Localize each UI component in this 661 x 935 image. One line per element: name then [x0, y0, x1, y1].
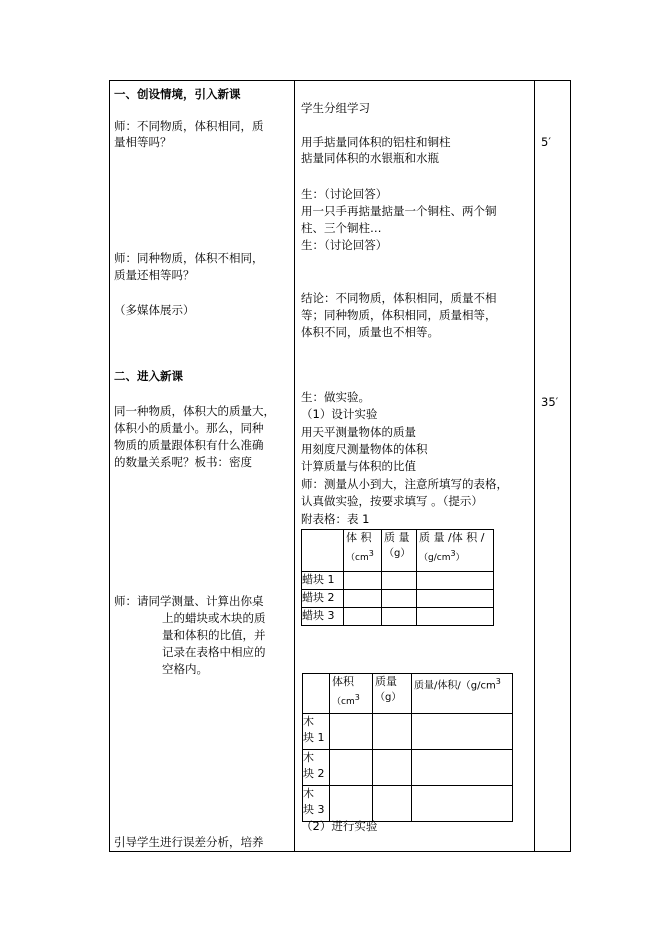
- conclusion-line-1: 结论：不同物质，体积相同，质量不相: [301, 291, 497, 305]
- table-border-top: [109, 80, 571, 81]
- table1-cell-empty: [344, 572, 382, 590]
- table1-header-ratio: [417, 530, 494, 572]
- table2-header-ratio: [412, 674, 513, 714]
- middle-line-5: 用一只手再掂量掂量一个铜柱、两个铜: [301, 204, 497, 218]
- table2-cell-empty: [412, 786, 513, 822]
- table2-row-label: [303, 750, 330, 786]
- experiment-line-7: 认真做实验，按要求填写 。（提示）: [301, 494, 483, 508]
- table1-cell-empty: [344, 608, 382, 626]
- table-row: [302, 590, 494, 608]
- question-1-line-1: 师：不同物质，体积相同，质: [114, 119, 264, 133]
- table2-cell-empty: [373, 714, 412, 750]
- table1-cell-empty: [417, 608, 494, 626]
- experiment-line-5: 计算质量与体积的比值: [301, 459, 416, 473]
- table1-header-volume-unit: [346, 546, 379, 566]
- table1-cell-empty: [382, 572, 417, 590]
- table2-row-label-b: 块 1: [303, 731, 325, 744]
- table1-header-volume-text: 体 积: [346, 531, 372, 544]
- table2-cell-empty: [330, 786, 373, 822]
- teacher-instruction-line-5: 空格内。: [162, 662, 208, 676]
- table2-header-ratio-text: 质量/体积/（g/cm: [414, 680, 496, 692]
- question-3-line-3: 物质的质量跟体积有什么准确: [114, 438, 264, 452]
- table1-header-ratio-text: 质 量 /体 积 /: [419, 531, 485, 544]
- table-border-right: [570, 80, 571, 852]
- teacher-instruction-line-4: 记录在表格中相应的: [162, 645, 266, 659]
- question-3-line-1: 同一种物质，体积大的质量大，: [114, 404, 275, 418]
- table1-header-ratio-sup: 3: [450, 549, 456, 558]
- table1-header-mass-text: 质 量: [384, 531, 410, 544]
- experiment-line-6: 师：测量从小到大，注意所填写的表格，: [301, 477, 508, 491]
- multimedia-note: （多媒体展示）: [114, 303, 195, 317]
- experiment-line-1: 生：做实验。: [301, 390, 370, 404]
- table-row: [303, 786, 513, 822]
- table2-header-volume-text: 体积: [332, 675, 354, 688]
- table2-cell-empty: [330, 714, 373, 750]
- question-3-line-4: 的数量关系呢？板书：密度: [114, 455, 252, 469]
- table2-cell-empty: [373, 750, 412, 786]
- table2-header-volume-unit: [332, 690, 370, 710]
- table1-cell-empty: [382, 608, 417, 626]
- time-35-min: 35′: [541, 395, 559, 409]
- table1-corner-cell: [302, 530, 344, 572]
- table2-header-ratio-sup: 3: [495, 677, 501, 686]
- middle-line-2: 用手掂量同体积的铝柱和铜柱: [301, 135, 451, 149]
- table-border-left: [109, 80, 110, 852]
- table1-cell-empty: [382, 590, 417, 608]
- table-row: [303, 714, 513, 750]
- wood-measurement-table: [302, 673, 513, 822]
- table1-row-label: 蜡块 2: [302, 590, 344, 608]
- table2-row-label: [303, 714, 330, 750]
- table2-row-label-a: 木: [303, 787, 314, 800]
- table1-row-label: 蜡块 1: [302, 572, 344, 590]
- table1-row-label: 蜡块 3: [302, 608, 344, 626]
- table2-header-mass: [373, 674, 412, 714]
- table2-cell-empty: [412, 750, 513, 786]
- table2-header-volume: [330, 674, 373, 714]
- wax-measurement-table: [301, 529, 494, 626]
- experiment-line-4: 用刻度尺测量物体的体积: [301, 442, 428, 456]
- middle-line-4: 生：（讨论回答）: [301, 187, 388, 201]
- experiment-line-2: （1）设计实验: [301, 407, 378, 421]
- table2-row-label-a: 木: [303, 751, 314, 764]
- middle-line-1: 学生分组学习: [301, 101, 370, 115]
- table1-header-ratio-close: ）: [455, 553, 465, 563]
- experiment-line-3: 用天平测量物体的质量: [301, 425, 416, 439]
- middle-line-7: 生：（讨论回答）: [301, 238, 388, 252]
- table2-cell-empty: [330, 750, 373, 786]
- section-1-heading: 一、创设情境，引入新课: [114, 87, 241, 101]
- question-3-line-2: 体积小的质量小。那么，同种: [114, 421, 264, 435]
- middle-line-3: 掂量同体积的水银瓶和水瓶: [301, 151, 439, 165]
- table1-header-mass-unit: （g）: [384, 548, 411, 559]
- section-2-heading: 二、进入新课: [114, 369, 183, 383]
- table1-header-ratio-unit: [419, 546, 491, 566]
- table2-row-label-a: 木: [303, 715, 314, 728]
- table2-cell-empty: [373, 786, 412, 822]
- table-row: [302, 608, 494, 626]
- conclusion-line-3: 体积不同，质量也不相等。: [301, 325, 439, 339]
- table2-header-volume-unit-text: （cm: [332, 697, 355, 707]
- table-row: [302, 572, 494, 590]
- table2-row-label: [303, 786, 330, 822]
- table1-cell-empty: [417, 572, 494, 590]
- table1-cell-empty: [417, 590, 494, 608]
- table2-header-mass-unit: （g）: [375, 692, 402, 703]
- table-divider-1: [294, 80, 295, 852]
- experiment-line-8: 附表格：表 1: [301, 512, 370, 526]
- question-1-line-2: 量相等吗？: [114, 135, 172, 149]
- table-row: [303, 750, 513, 786]
- teacher-instruction-line-1: 师：请同学测量、计算出你桌: [114, 594, 264, 608]
- table2-corner-cell: [303, 674, 330, 714]
- table2-row-label-b: 块 3: [303, 803, 325, 816]
- question-2-line-1: 师：同种物质，体积不相同，: [114, 251, 264, 265]
- table1-cell-empty: [344, 590, 382, 608]
- time-5-min: 5′: [541, 135, 551, 149]
- teacher-instruction-line-2: 上的蜡块或木块的质: [162, 611, 266, 625]
- middle-line-6: 柱、三个铜柱…: [301, 221, 382, 235]
- table1-header-volume: [344, 530, 382, 572]
- table2-header-mass-text: 质量: [375, 675, 397, 688]
- table2-header-volume-sup: 3: [354, 693, 360, 702]
- table1-header-volume-sup: 3: [368, 549, 374, 558]
- table2-cell-empty: [412, 714, 513, 750]
- table-divider-2: [534, 80, 535, 852]
- table2-row-label-b: 块 2: [303, 767, 325, 780]
- table1-header-volume-unit-text: （cm: [346, 553, 369, 563]
- teacher-instruction-line-3: 量和体积的比值，并: [162, 628, 266, 642]
- conclusion-line-2: 等；同种物质，体积相同，质量相等，: [301, 308, 497, 322]
- table1-header-mass: [382, 530, 417, 572]
- table1-header-ratio-unit-text: （g/cm: [419, 553, 451, 563]
- question-2-line-2: 质量还相等吗？: [114, 268, 195, 282]
- table-border-bottom: [109, 851, 571, 852]
- experiment-line-9: （2）进行实验: [301, 819, 378, 833]
- guide-line: 引导学生进行误差分析，培养: [114, 835, 264, 849]
